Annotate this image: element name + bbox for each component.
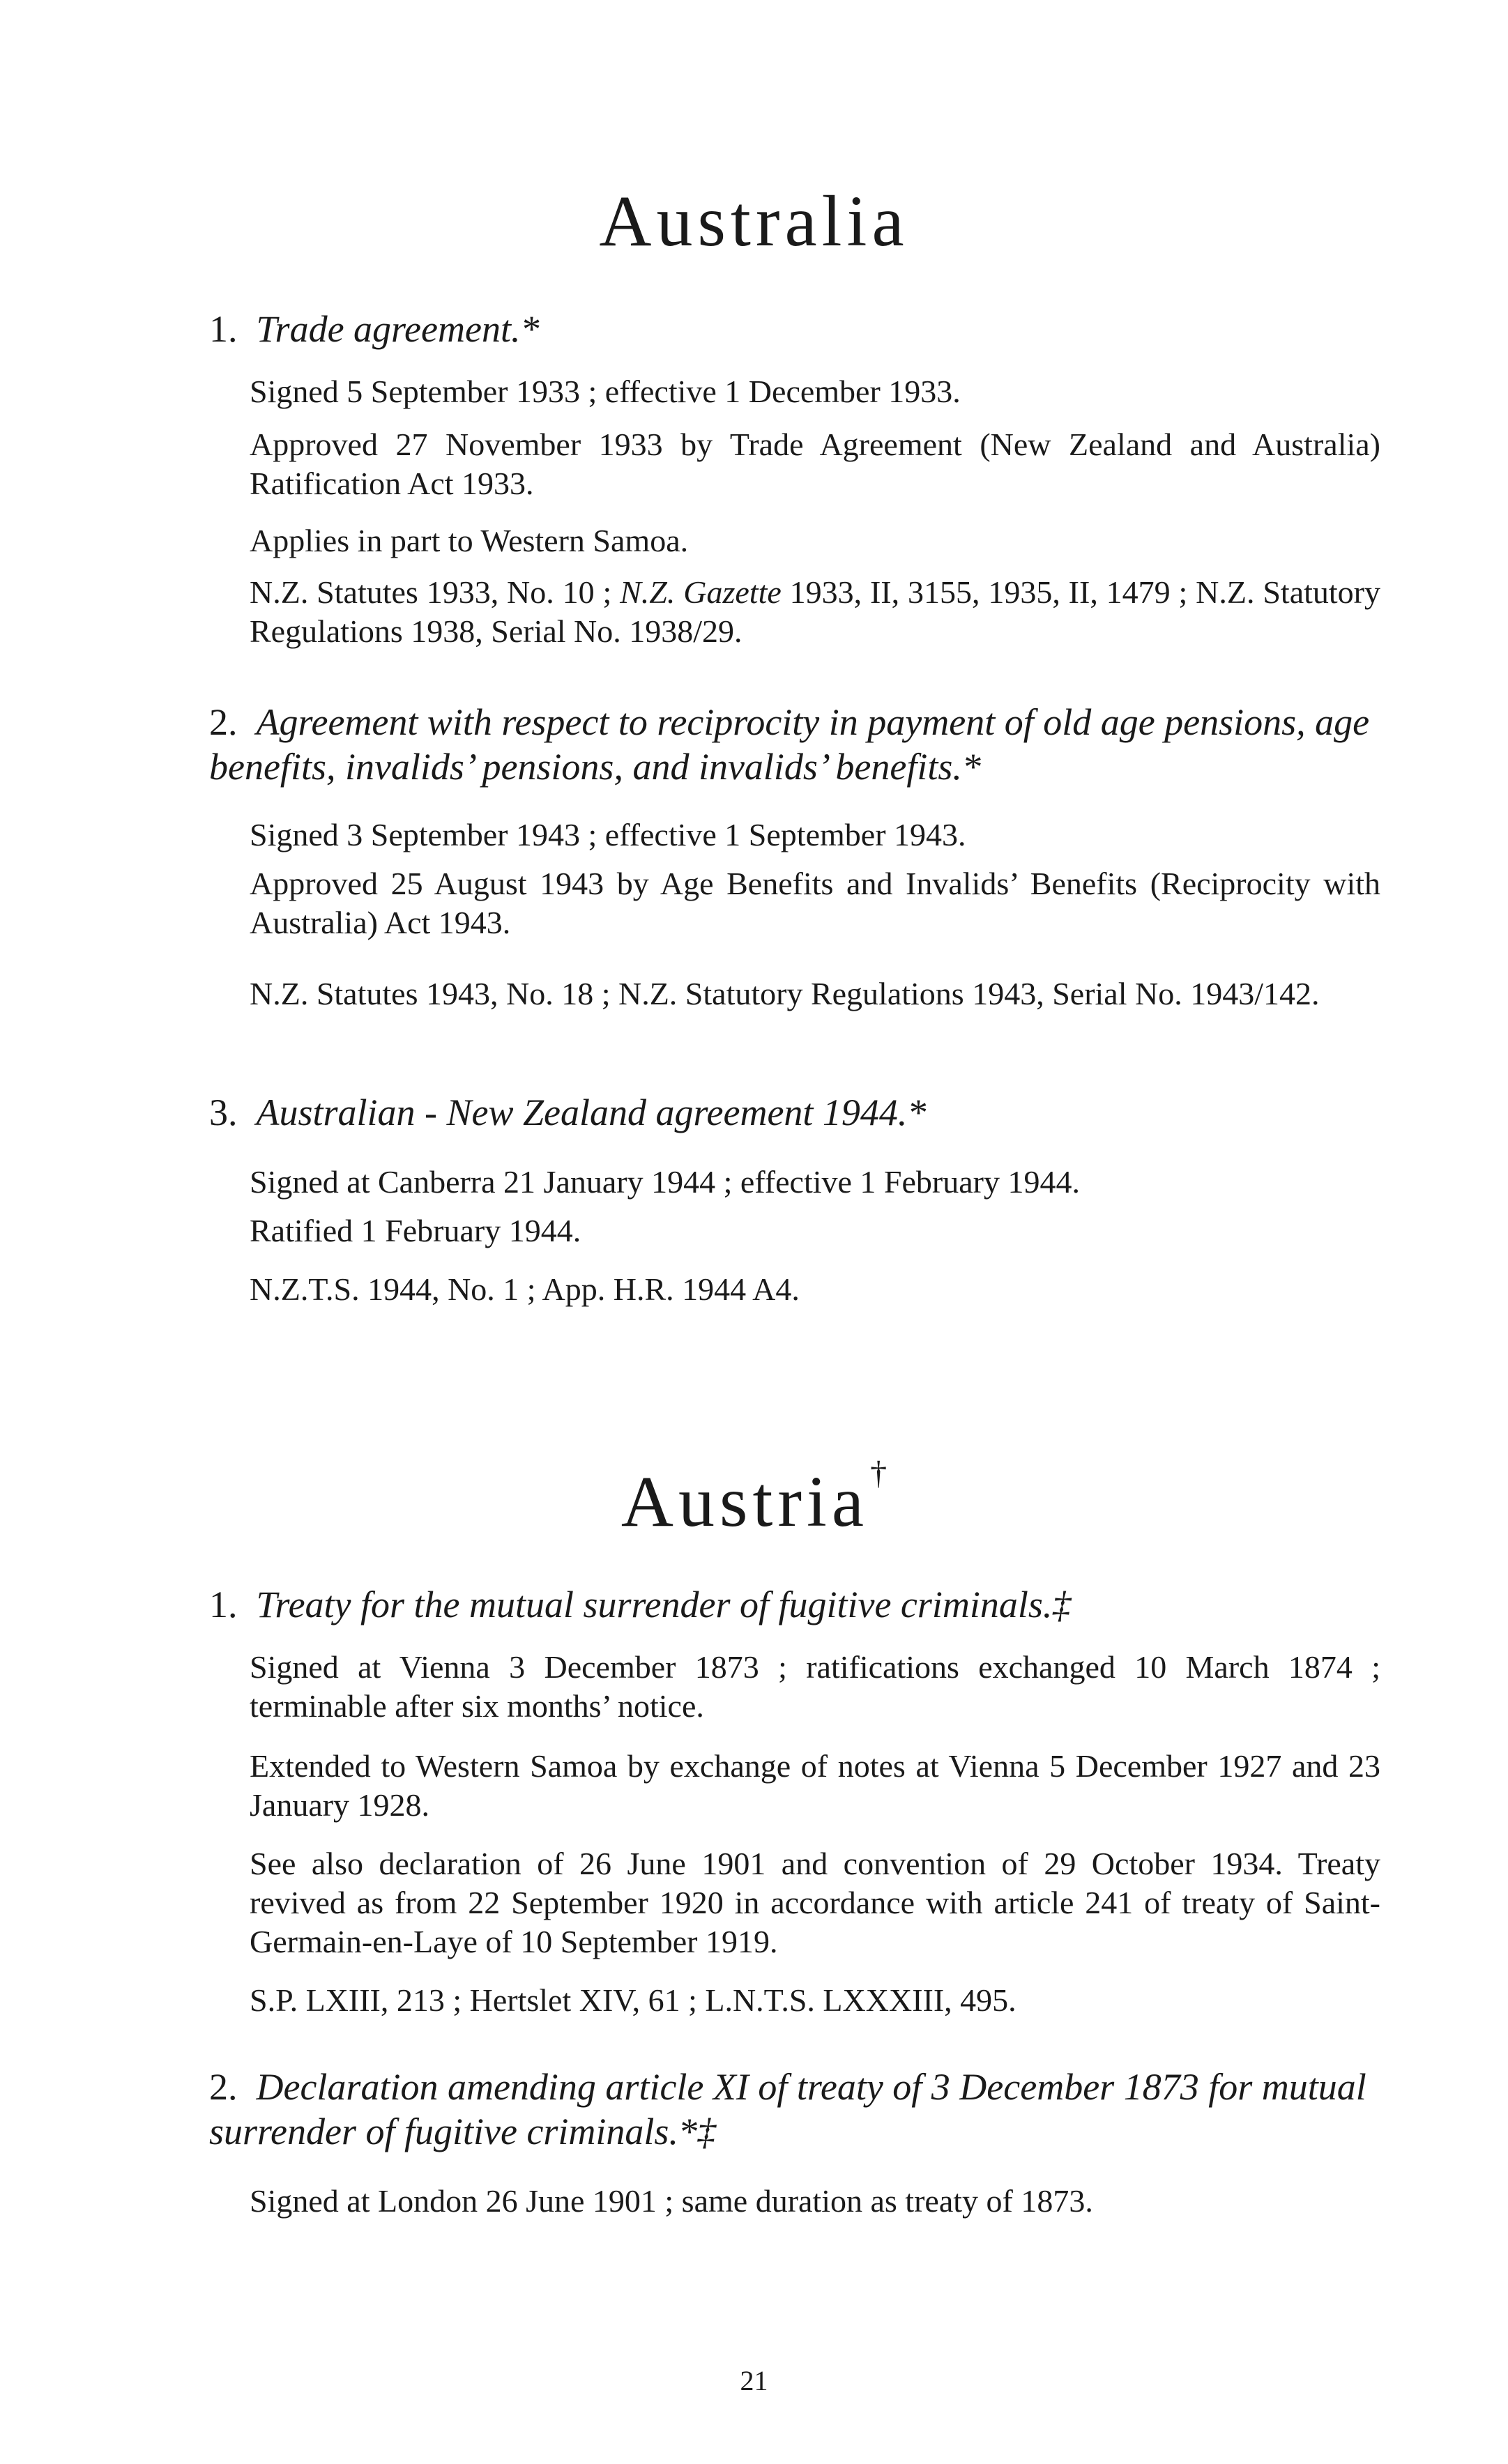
item-title-australia-3 — [209, 1090, 1380, 1135]
item-number: 1. — [209, 1584, 238, 1625]
page-number: 21 — [740, 2365, 768, 2396]
paragraph: Signed at Vienna 3 December 1873 ; ratifications exchanged 10 March 1874 ; terminable after six months’ notice. — [250, 1649, 1380, 1724]
paragraph: N.Z. Statutes 1943, No. 18 ; N.Z. Statutory Regulations 1943, Serial No. 1943/142. — [250, 976, 1320, 1011]
paragraph: Ratified 1 February 1944. — [250, 1213, 581, 1248]
item-title: Australian - New Zealand agreement 1944.* — [256, 1092, 927, 1133]
item-title-australia-1 — [209, 307, 1380, 351]
item-title-austria-1 — [209, 1582, 1380, 1627]
heading-text: Austria — [620, 1462, 869, 1542]
item-title-australia-2 — [209, 700, 1380, 789]
item-title: Treaty for the mutual surrender of fugitive criminals.‡ — [256, 1584, 1072, 1625]
section-heading-austria — [0, 1454, 1508, 1543]
paragraph: Signed at Canberra 21 January 1944 ; effective 1 February 1944. — [250, 1164, 1080, 1200]
paragraph: Approved 27 November 1933 by Trade Agreement (New Zealand and Australia) Ratification Act 1933. — [250, 427, 1380, 501]
item-title: Agreement with respect to reciprocity in payment of old age pensions, age benefits, invalids’ pensions, and invalids’ benefits.* — [209, 701, 1370, 788]
item-number: 3. — [209, 1092, 238, 1133]
citation — [250, 573, 1380, 651]
paragraph: See also declaration of 26 June 1901 and convention of 29 October 1934. Treaty revived as from 22 September 1920 in accordance with article 241 of treaty of Saint-Germain-en-Laye of 10 September 1919. — [250, 1846, 1380, 1959]
citation-text: N.Z. Statutes 1933, No. 10 ; — [250, 574, 620, 610]
paragraph: Signed at London 26 June 1901 ; same duration as treaty of 1873. — [250, 2183, 1093, 2219]
section-heading-australia: Australia — [599, 181, 909, 261]
item-number: 1. — [209, 308, 238, 350]
paragraph: S.P. LXIII, 213 ; Hertslet XIV, 61 ; L.N.T.S. LXXXIII, 495. — [250, 1982, 1016, 2018]
paragraph: N.Z.T.S. 1944, No. 1 ; App. H.R. 1944 A4. — [250, 1271, 800, 1307]
item-number: 2. — [209, 701, 238, 743]
paragraph: Signed 3 September 1943 ; effective 1 September 1943. — [250, 817, 966, 852]
paragraph: Approved 25 August 1943 by Age Benefits and Invalids’ Benefits (Reciprocity with Australia) Act 1943. — [250, 866, 1380, 940]
item-title-austria-2 — [209, 2065, 1380, 2154]
paragraph: Extended to Western Samoa by exchange of notes at Vienna 5 December 1927 and 23 January 1928. — [250, 1748, 1380, 1823]
item-title: Declaration amending article XI of treaty of 3 December 1873 for mutual surrender of fugitive criminals.*‡ — [209, 2066, 1366, 2152]
citation-text: 1933, II, 3155, 1935, II, 1479 ; N.Z. Statutory Regulations 1938, Serial No. 1938/29. — [250, 574, 1381, 649]
dagger-mark: † — [870, 1455, 888, 1492]
paragraph: Applies in part to Western Samoa. — [250, 523, 689, 558]
item-title: Trade agreement.* — [256, 308, 540, 350]
paragraph: Signed 5 September 1933 ; effective 1 December 1933. — [250, 374, 961, 409]
citation-gazette: N.Z. Gazette — [620, 574, 782, 610]
item-number: 2. — [209, 2066, 238, 2108]
